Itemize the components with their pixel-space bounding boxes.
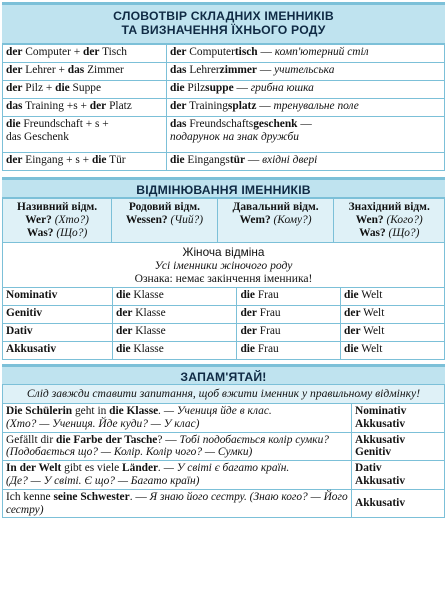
case-label: Akkusativ bbox=[3, 342, 113, 360]
declension-cell: der Welt bbox=[341, 324, 445, 342]
declension-cell: die Welt bbox=[341, 288, 445, 306]
example-sentence: Gefällt dir die Farbe der Tasche? — Тобі подобається колір сумки? (Подобається що? — Колір. Колір чого? — Сумки) bbox=[3, 432, 352, 461]
declension-cell: die Welt bbox=[341, 342, 445, 360]
example-sentence: Die Schülerin geht in die Klasse. — Учениця йде в клас. (Хто? — Учениця. Йде куди? — У клас) bbox=[3, 404, 352, 433]
compound-formula: der Eingang + s + die Tür bbox=[3, 153, 167, 171]
compound-result: das Freundschaftsgeschenk — подарунок на знак дружби bbox=[167, 117, 445, 153]
compound-title-banner bbox=[2, 2, 445, 44]
table-row bbox=[3, 404, 445, 433]
compound-title-line1: СЛОВОТВІР СКЛАДНИХ ІМЕННИКІВ bbox=[113, 9, 334, 23]
table-row bbox=[3, 432, 445, 461]
table-row bbox=[3, 99, 445, 117]
table-row bbox=[3, 489, 445, 518]
case-header-genitive: Родовий відм. Wessen? (Чий?) bbox=[112, 199, 218, 243]
declension-cell: die Frau bbox=[237, 342, 341, 360]
feminine-title: Жіноча відміна bbox=[182, 245, 265, 259]
table-row bbox=[3, 306, 445, 324]
example-cases: Dativ Akkusativ bbox=[352, 461, 445, 490]
remember-table bbox=[2, 403, 445, 518]
table-row bbox=[3, 288, 445, 306]
table-row bbox=[3, 117, 445, 153]
declension-cell: der Frau bbox=[237, 306, 341, 324]
example-sentence: Ich kenne seine Schwester. — Я знаю його сестру. (Знаю кого? — Його сестру) bbox=[3, 489, 352, 518]
case-header-dative: Давальний відм. Wem? (Кому?) bbox=[217, 199, 334, 243]
compound-formula: der Lehrer + das Zimmer bbox=[3, 63, 167, 81]
declension-cell: die Klasse bbox=[113, 288, 237, 306]
table-row bbox=[3, 324, 445, 342]
table-row bbox=[3, 199, 445, 243]
remember-note: Слід завжди ставити запитання, щоб вжити іменник у правильному відмінку! bbox=[26, 387, 421, 401]
example-sentence: In der Welt gibt es viele Länder. — У світі є багато країн. (Де? — У світі. Є що? — Багато країн) bbox=[3, 461, 352, 490]
compound-title-line2: ТА ВИЗНАЧЕННЯ ЇХНЬОГО РОДУ bbox=[121, 23, 326, 38]
declension-cell: die Klasse bbox=[113, 342, 237, 360]
feminine-subtitle: Усі іменники жіночого роду bbox=[154, 259, 293, 273]
case-label: Nominativ bbox=[3, 288, 113, 306]
declension-cell: der Klasse bbox=[113, 306, 237, 324]
compound-table bbox=[2, 44, 445, 171]
case-header-nominative: Називний відм. Wer? (Хто?) Was? (Що?) bbox=[3, 199, 112, 243]
case-header-accusative: Знахідний відм. Wen? (Кого?) Was? (Що?) bbox=[334, 199, 445, 243]
remember-title: ЗАПАМ'ЯТАЙ! bbox=[180, 370, 267, 385]
table-row bbox=[3, 63, 445, 81]
table-row bbox=[3, 342, 445, 360]
compound-result: das Lehrerzimmer — учительська bbox=[167, 63, 445, 81]
declension-cell: der Frau bbox=[237, 324, 341, 342]
table-row bbox=[3, 81, 445, 99]
example-cases: Akkusativ Genitiv bbox=[352, 432, 445, 461]
table-row bbox=[3, 153, 445, 171]
compound-result: die Eingangstür — вхідні двері bbox=[167, 153, 445, 171]
declension-title-banner bbox=[2, 177, 445, 198]
compound-formula: die Freundschaft + s + das Geschenk bbox=[3, 117, 167, 153]
declension-cell: die Frau bbox=[237, 288, 341, 306]
compound-formula: der Computer + der Tisch bbox=[3, 45, 167, 63]
compound-formula: der Pilz + die Suppe bbox=[3, 81, 167, 99]
declension-table bbox=[2, 287, 445, 360]
example-cases: Nominativ Akkusativ bbox=[352, 404, 445, 433]
table-row bbox=[3, 45, 445, 63]
example-cases: Akkusativ bbox=[352, 489, 445, 518]
compound-formula: das Training +s + der Platz bbox=[3, 99, 167, 117]
feminine-note: Ознака: немає закінчення іменника! bbox=[134, 272, 313, 286]
feminine-declension-header bbox=[2, 243, 445, 287]
remember-note-box bbox=[2, 385, 445, 403]
compound-result: die Pilzsuppe — грибна юшка bbox=[167, 81, 445, 99]
case-header-table bbox=[2, 198, 445, 243]
table-row bbox=[3, 461, 445, 490]
compound-result: der Computertisch — комп'ютерний стіл bbox=[167, 45, 445, 63]
compound-result: der Trainingsplatz — тренувальне поле bbox=[167, 99, 445, 117]
case-label: Dativ bbox=[3, 324, 113, 342]
declension-cell: der Welt bbox=[341, 306, 445, 324]
case-label: Genitiv bbox=[3, 306, 113, 324]
declension-cell: der Klasse bbox=[113, 324, 237, 342]
declension-title: ВІДМІНЮВАННЯ ІМЕННИКІВ bbox=[136, 183, 311, 197]
remember-title-banner bbox=[2, 364, 445, 385]
